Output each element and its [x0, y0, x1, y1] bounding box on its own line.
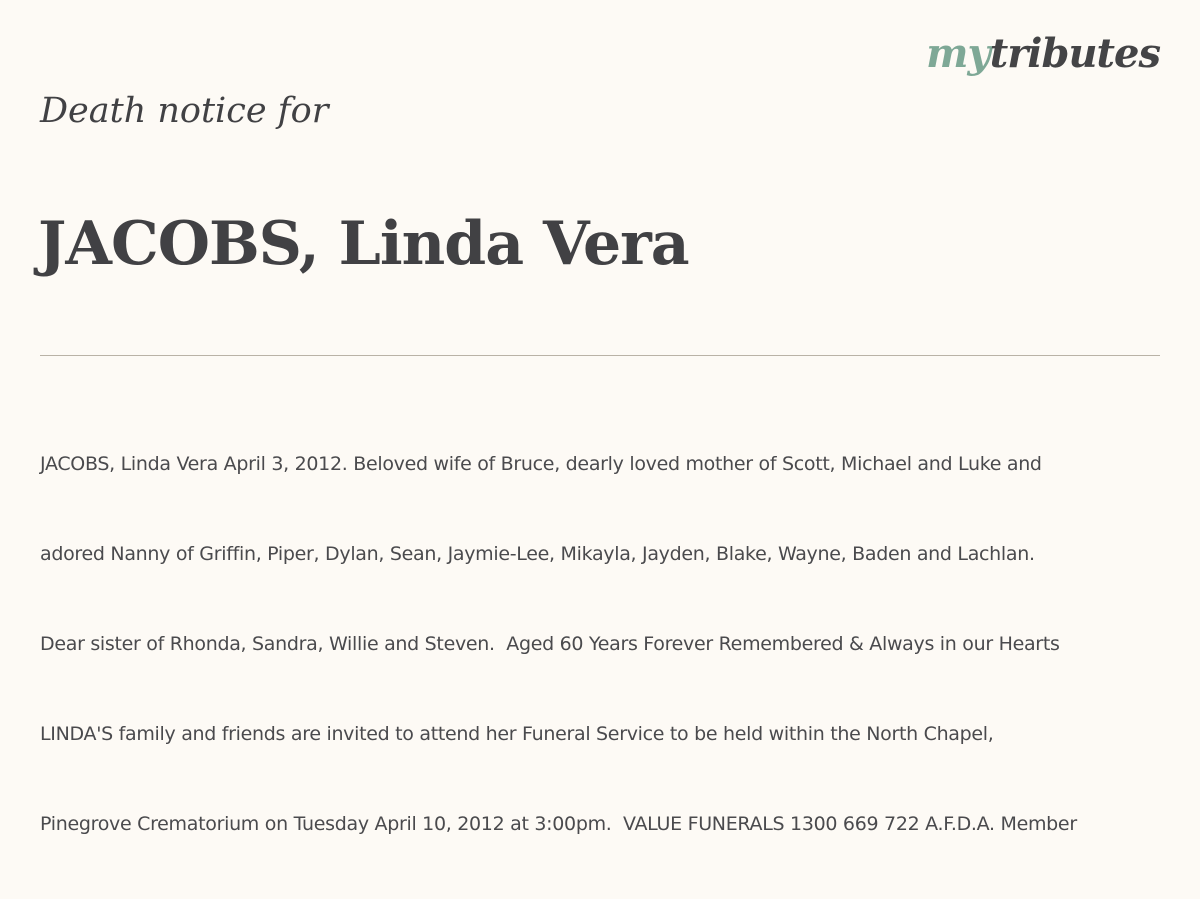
notice-line: adored Nanny of Griffin, Piper, Dylan, Sean, Jaymie-Lee, Mikayla, Jayden, Blake, Wayne, Baden and Lachlan. [40, 543, 1035, 565]
mytributes-logo[interactable] [926, 30, 1160, 77]
deceased-name: JACOBS, Linda Vera [38, 209, 689, 279]
notice-line: JACOBS, Linda Vera April 3, 2012. Beloved wife of Bruce, dearly loved mother of Scott, Michael and Luke and [40, 453, 1042, 475]
notice-line: LINDA'S family and friends are invited to attend her Funeral Service to be held within the North Chapel, [40, 723, 994, 745]
divider [40, 355, 1160, 356]
death-notice-label: Death notice for [40, 91, 329, 131]
logo-my: my [926, 30, 990, 77]
notice-line: Dear sister of Rhonda, Sandra, Willie and Steven. Aged 60 Years Forever Remembered & Always in our Hearts [40, 633, 1060, 655]
notice-text [40, 389, 1160, 899]
logo-tributes: tributes [989, 30, 1160, 77]
notice-line: Pinegrove Crematorium on Tuesday April 10, 2012 at 3:00pm. VALUE FUNERALS 1300 669 722 A.F.D.A. Member [40, 813, 1077, 835]
